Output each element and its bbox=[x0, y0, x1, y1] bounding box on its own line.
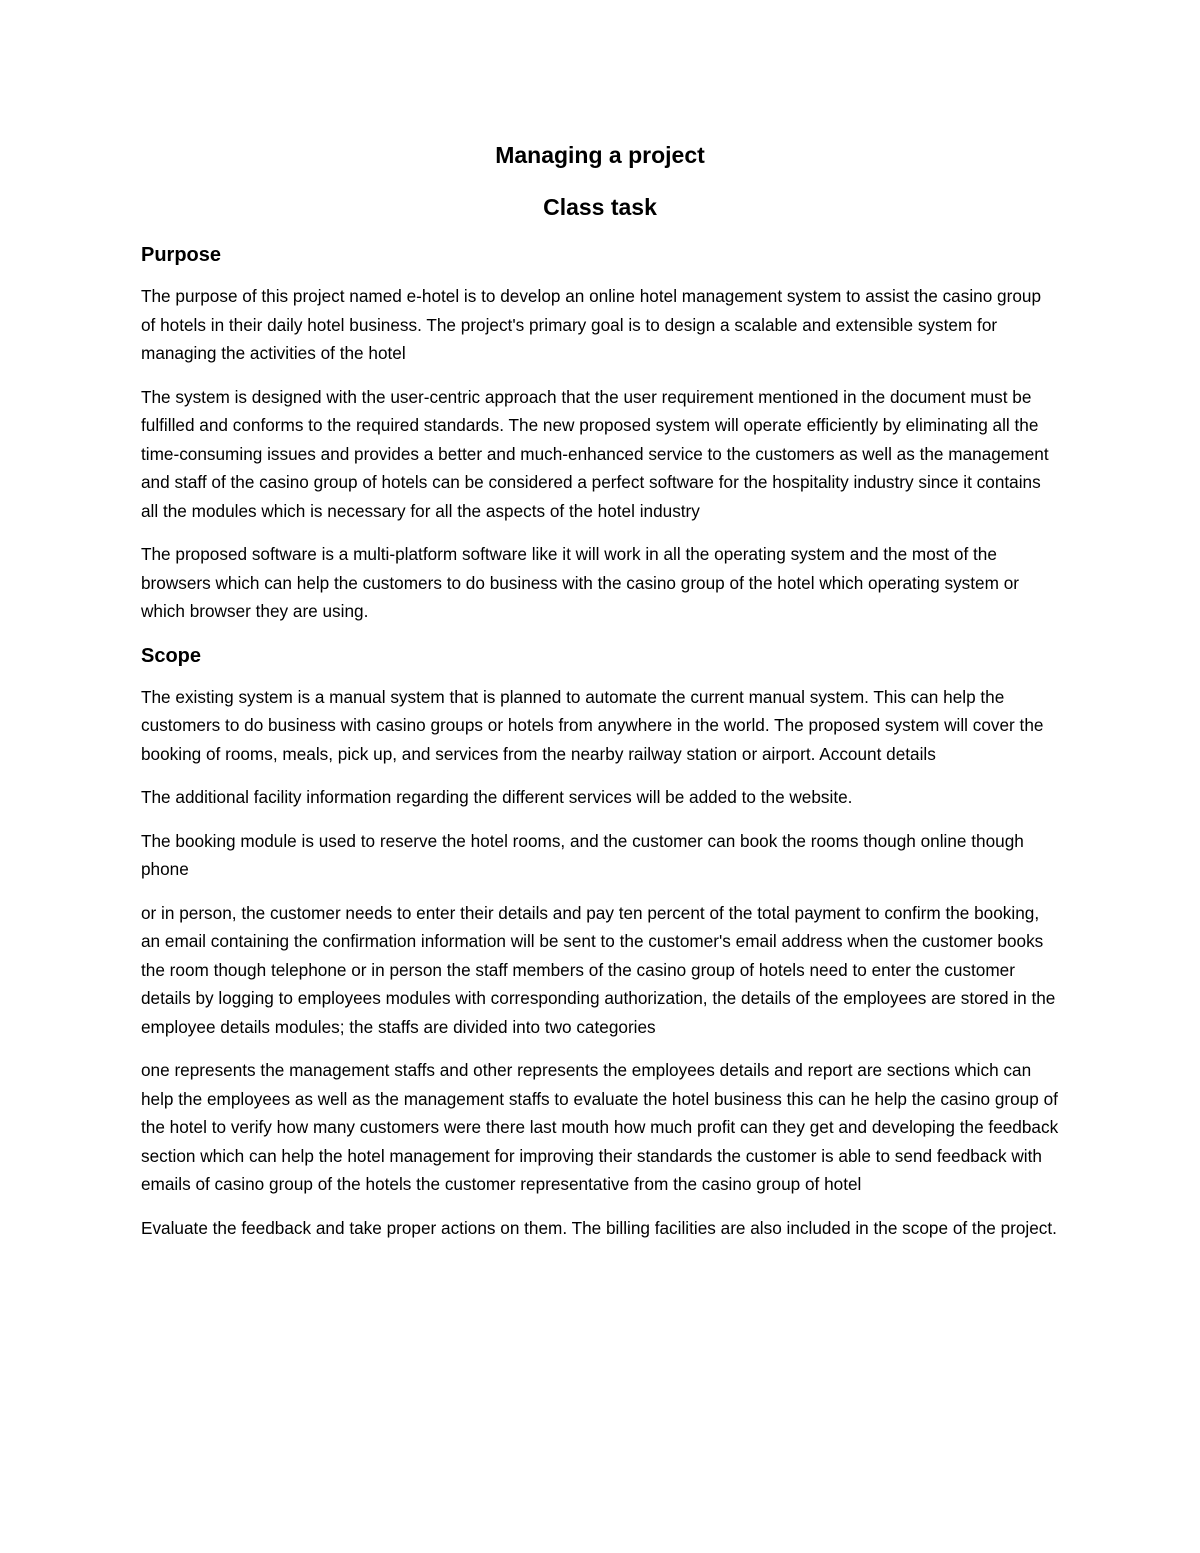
paragraph: The purpose of this project named e-hotel is to develop an online hotel management system to assist the casino group of hotels in their daily hotel business. The project's primary goal is to design a scalable and extensible system for managing the activities of the hotel bbox=[141, 286, 1042, 363]
paragraph: The proposed software is a multi-platform software like it will work in all the operating system and the most of the browsers which can help the customers to do business with the casino group of the hotel which operating system or which browser they are using. bbox=[141, 544, 1019, 621]
paragraph: or in person, the customer needs to enter their details and pay ten percent of the total payment to confirm the booking, an email containing the confirmation information will be sent to the customer's email address when the customer books the room though telephone or in person the staff members of the casino group of hotels need to enter the customer details by logging to employees modules with corresponding authorization, the details of the employees are stored in the employee details modules; the staffs are divided into two categories bbox=[141, 902, 1056, 1037]
section-heading-purpose: Purpose bbox=[141, 244, 222, 266]
paragraph: The booking module is used to reserve the hotel rooms, and the customer can book the rooms though online though phone bbox=[141, 830, 1024, 879]
document-body bbox=[141, 140, 1059, 1257]
paragraph: Evaluate the feedback and take proper actions on them. The billing facilities are also included in the scope of the project. bbox=[141, 1217, 1057, 1238]
paragraph: The system is designed with the user-centric approach that the user requirement mentioned in the document must be fulfilled and conforms to the required standards. The new proposed system will operate efficiently by eliminating all the time-consuming issues and provides a better and much-enhanced service to the customers as well as the management and staff of the casino group of hotels can be considered a perfect software for the hospitality industry since it contains all the modules which is necessary for all the aspects of the hotel industry bbox=[141, 386, 1049, 521]
section-heading-scope: Scope bbox=[141, 644, 202, 667]
document-subtitle: Class task bbox=[543, 194, 657, 220]
document-title: Managing a project bbox=[495, 142, 705, 168]
paragraph: one represents the management staffs and other represents the employees details and report are sections which can help the employees as well as the management staffs to evaluate the hotel business this can he help the casino group of the hotel to verify how many customers were there last mouth how much profit can they get and developing the feedback section which can help the hotel management for improving their standards the customer is able to send feedback with emails of casino group of the hotels the customer representative from the casino group of hotel bbox=[141, 1060, 1059, 1194]
paragraph: The existing system is a manual system that is planned to automate the current manual system. This can help the customers to do business with casino groups or hotels from anywhere in the world. The proposed system will cover the booking of rooms, meals, pick up, and services from the nearby railway station or airport. Account details bbox=[141, 686, 1044, 764]
paragraph: The additional facility information regarding the different services will be added to the website. bbox=[141, 787, 853, 807]
section-scope bbox=[141, 643, 1059, 1243]
section-purpose bbox=[141, 242, 1059, 626]
